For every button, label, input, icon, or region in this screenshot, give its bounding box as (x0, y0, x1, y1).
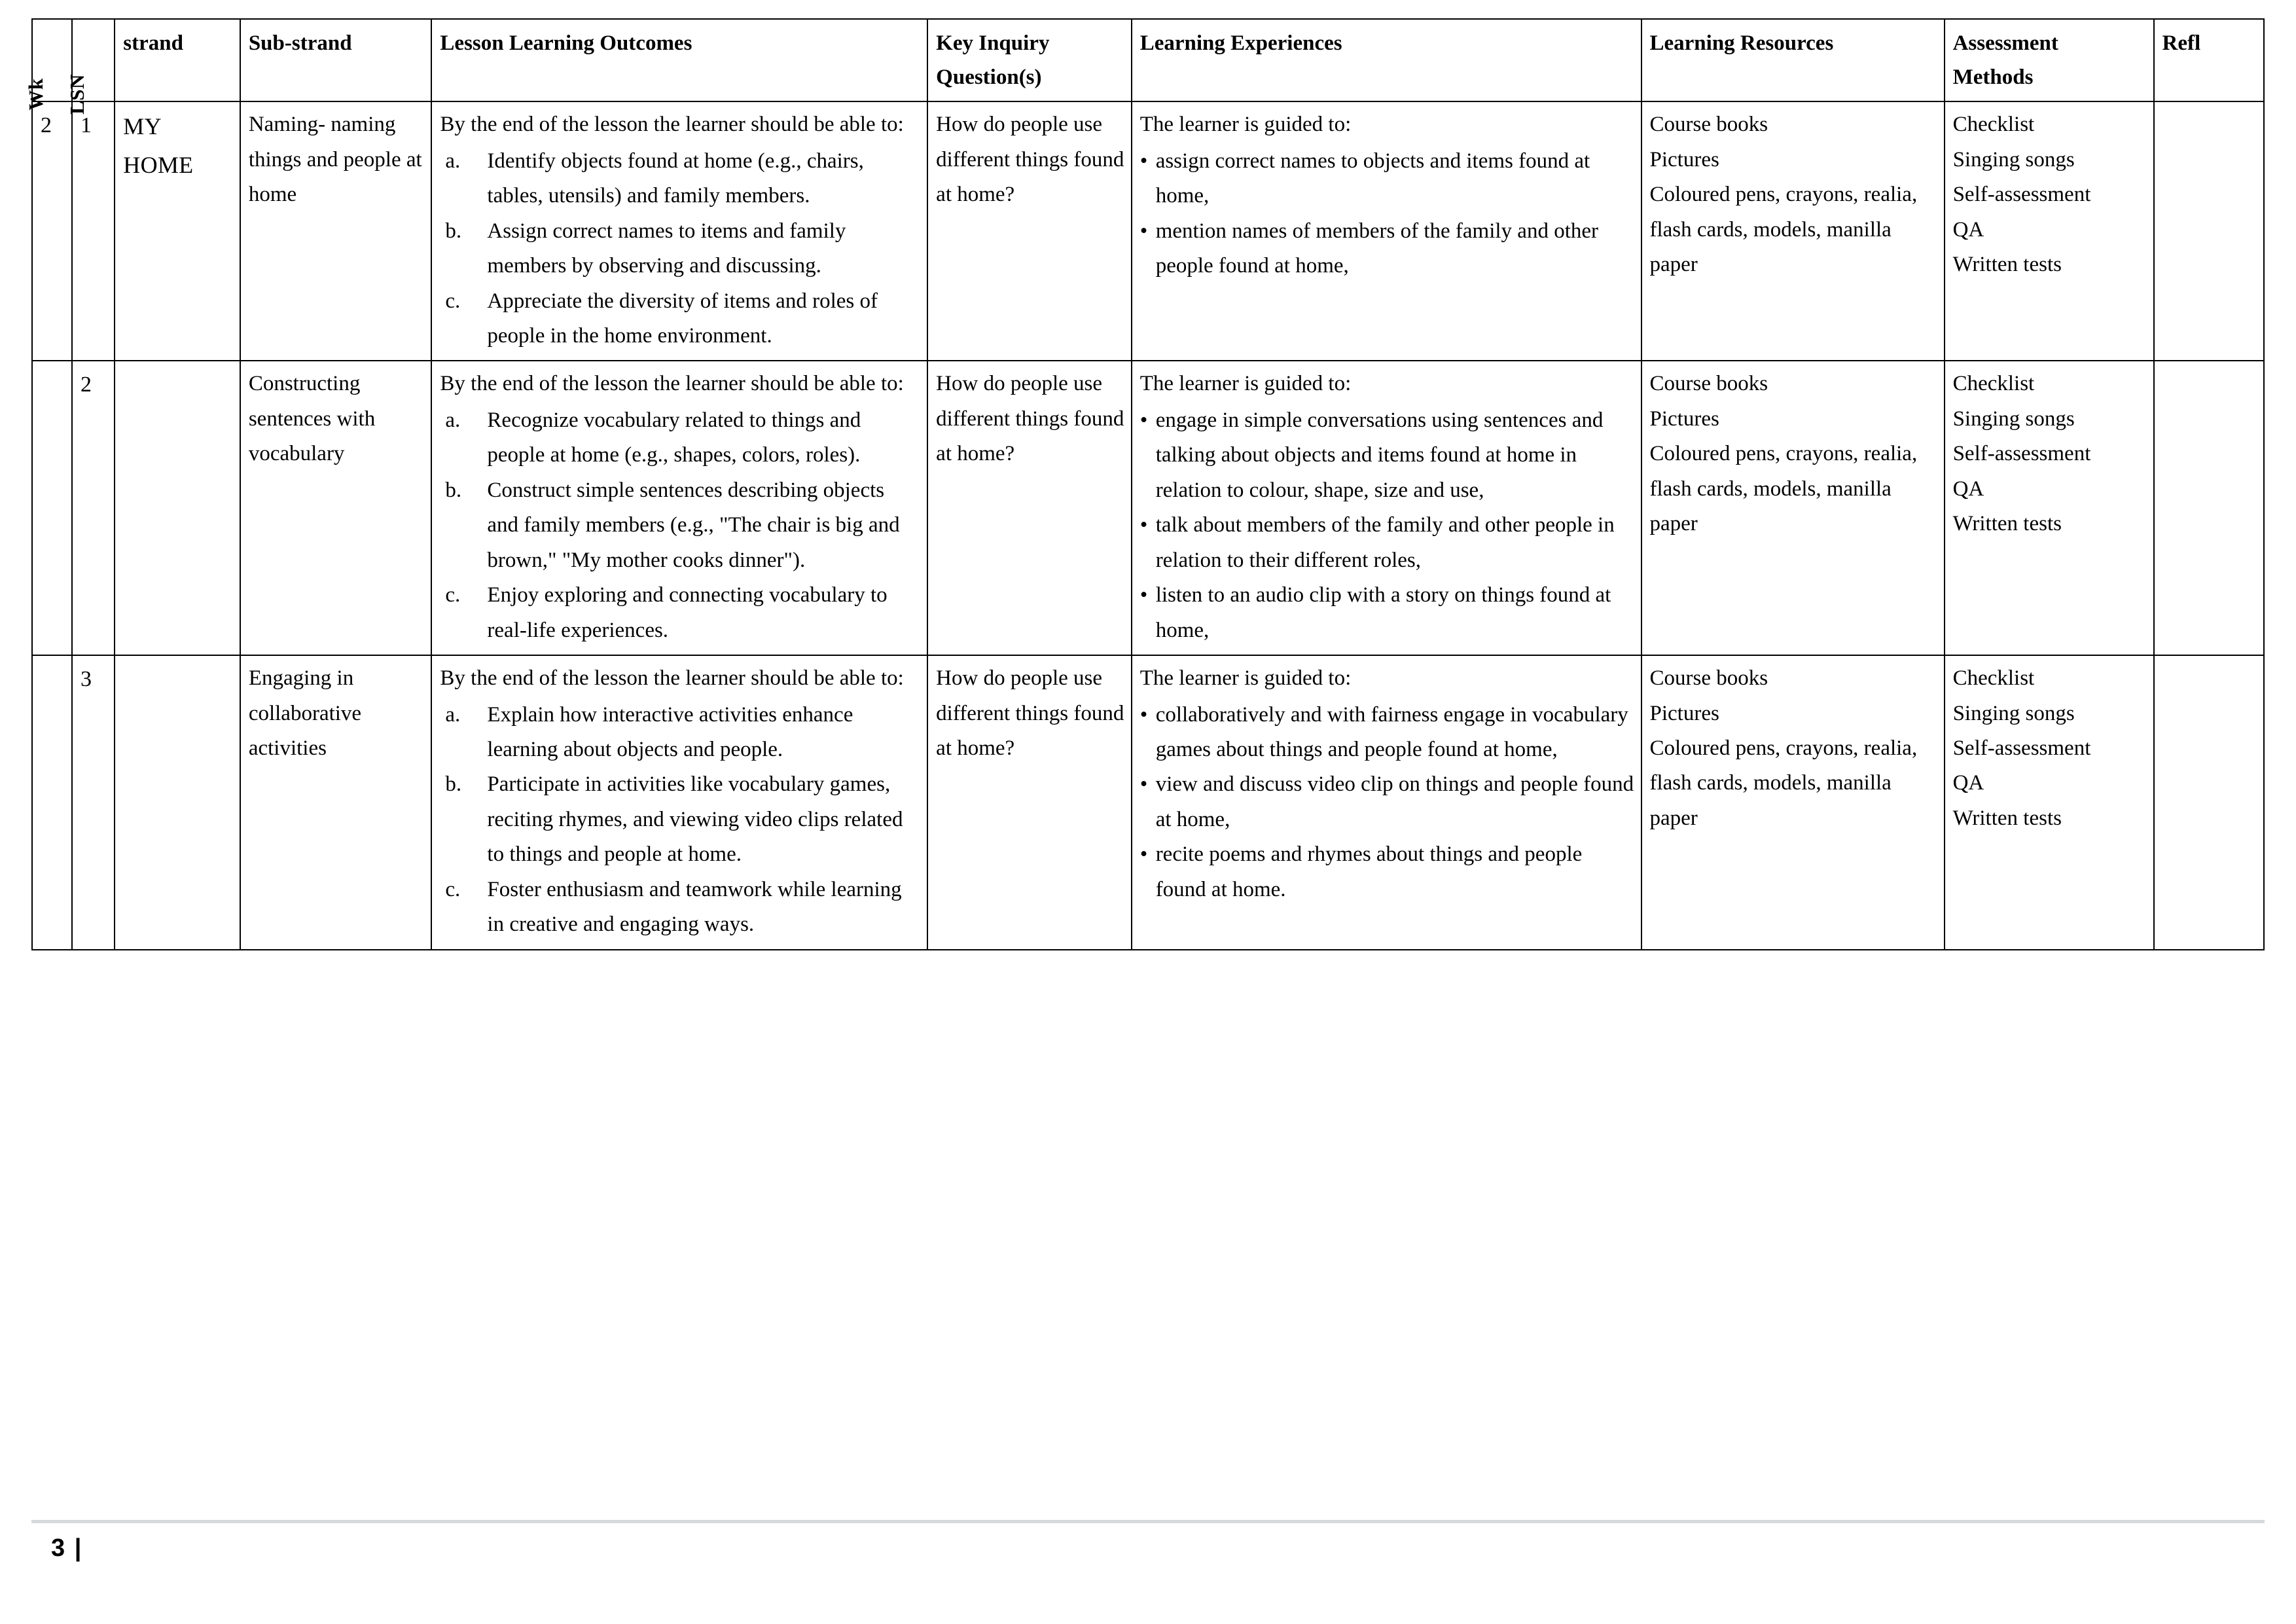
column-header-refl: Refl (2154, 19, 2264, 101)
assessment-item: Self-assessment (1952, 442, 2091, 466)
page-number: 3 | (51, 1534, 83, 1562)
cell-strand (115, 361, 240, 655)
resource-item: Pictures (1649, 406, 1719, 431)
cell-week: 2 (32, 101, 72, 361)
outcome-marker: a. (445, 149, 461, 173)
cell-assessment-methods (1945, 361, 2154, 655)
cell-assessment-methods (1945, 101, 2154, 361)
column-header-lsn (65, 19, 115, 115)
outcome-text: Appreciate the diversity of items and roles of people in the home environment. (487, 289, 878, 348)
outcome-item (440, 473, 920, 578)
experiences-intro: The learner is guided to: (1139, 666, 1352, 691)
outcome-item (440, 767, 920, 872)
cell-week (32, 655, 72, 950)
cell-strand (115, 655, 240, 950)
column-header-assessment-line2: Methods (1952, 65, 2034, 90)
experiences-list (1140, 698, 1634, 908)
outcome-text: Assign correct names to items and family members by observing and discussing. (487, 219, 846, 278)
cell-lesson-number: 3 (72, 655, 115, 950)
cell-key-inquiry-question: How do people use different things found at home? (927, 101, 1132, 361)
assessment-item: Checklist (1952, 666, 2035, 691)
resources-list (1650, 107, 1937, 282)
assessment-item: QA (1952, 477, 1984, 501)
footer-divider (31, 1520, 2265, 1523)
assessment-list (1953, 367, 2147, 541)
outcome-marker: b. (445, 219, 462, 243)
cell-key-inquiry-question: How do people use different things found at home? (927, 361, 1132, 655)
outcome-item (440, 284, 920, 354)
outcomes-list (440, 403, 920, 648)
experiences-list (1140, 403, 1634, 648)
outcome-item (440, 578, 920, 648)
page-footer (31, 1520, 2265, 1585)
cell-lesson-learning-outcomes (431, 101, 927, 361)
resource-item: Coloured pens, crayons, realia, flash cards, models, manilla paper (1649, 736, 1918, 830)
assessment-list (1953, 661, 2147, 836)
assessment-list (1953, 107, 2147, 282)
cell-lesson-learning-outcomes (431, 361, 927, 655)
column-header-lesson-learning-outcomes: Lesson Learning Outcomes (431, 19, 927, 101)
outcome-text: Foster enthusiasm and teamwork while learning in creative and engaging ways. (487, 877, 902, 937)
cell-lesson-number: 2 (72, 361, 115, 655)
resource-item: Coloured pens, crayons, realia, flash cards, models, manilla paper (1649, 442, 1918, 536)
cell-sub-strand: Constructing sentences with vocabulary (240, 361, 432, 655)
outcomes-list (440, 144, 920, 354)
assessment-item: Written tests (1952, 253, 2062, 277)
experiences-intro: The learner is guided to: (1139, 372, 1352, 396)
outcome-item (440, 403, 920, 473)
cell-learning-experiences (1132, 655, 1641, 950)
cell-reflection (2154, 101, 2264, 361)
column-header-key-inquiry-questions (927, 19, 1132, 101)
outcome-marker: c. (445, 583, 461, 607)
outcome-text: Enjoy exploring and connecting vocabulary to real-life experiences. (487, 583, 888, 642)
outcome-marker: a. (445, 408, 461, 432)
assessment-item: Checklist (1952, 113, 2035, 137)
outcome-text: Identify objects found at home (e.g., chairs, tables, utensils) and family members. (487, 149, 864, 208)
table-row (32, 655, 2264, 950)
outcome-marker: b. (445, 772, 462, 797)
cell-learning-resources (1641, 655, 1945, 950)
experience-item: • talk about members of the family and other people in relation to their different roles, (1140, 508, 1634, 578)
experience-item: • assign correct names to objects and items found at home, (1140, 144, 1634, 214)
table-header-row (32, 19, 2264, 101)
cell-key-inquiry-question: How do people use different things found at home? (927, 655, 1132, 950)
assessment-item: QA (1952, 771, 1984, 795)
experiences-intro: The learner is guided to: (1139, 113, 1352, 137)
column-header-kiq-line1: Key Inquiry (936, 31, 1050, 55)
assessment-item: Self-assessment (1952, 736, 2091, 760)
column-header-learning-resources: Learning Resources (1641, 19, 1945, 101)
assessment-item: Self-assessment (1952, 183, 2091, 207)
column-header-wk-label: Wk (24, 78, 47, 111)
experience-item: • listen to an audio clip with a story on things found at home, (1140, 578, 1634, 648)
assessment-item: Singing songs (1952, 147, 2075, 171)
column-header-assessment-line1: Assessment (1952, 31, 2058, 55)
outcome-text: Explain how interactive activities enhance learning about objects and people. (487, 702, 853, 761)
assessment-item: Written tests (1952, 512, 2062, 536)
column-header-strand: strand (115, 19, 240, 101)
experience-item: • engage in simple conversations using sentences and talking about objects and items found at home in relation to colour, shape, size and use, (1140, 403, 1634, 508)
cell-assessment-methods (1945, 655, 2154, 950)
outcome-marker: b. (445, 478, 462, 502)
resources-list (1650, 661, 1937, 836)
cell-learning-resources (1641, 361, 1945, 655)
column-header-learning-experiences: Learning Experiences (1132, 19, 1641, 101)
resource-item: Course books (1649, 113, 1768, 137)
cell-week (32, 361, 72, 655)
resource-item: Pictures (1649, 147, 1719, 171)
column-header-sub-strand: Sub-strand (240, 19, 432, 101)
assessment-item: QA (1952, 217, 1984, 242)
cell-strand: MY HOME (115, 101, 240, 361)
resources-list (1650, 367, 1937, 541)
table-row (32, 101, 2264, 361)
outcome-item (440, 214, 920, 284)
outcome-text: Construct simple sentences describing objects and family members (e.g., "The chair is big and brown," "My mother cooks dinner"). (487, 478, 900, 572)
cell-reflection (2154, 361, 2264, 655)
cell-learning-resources (1641, 101, 1945, 361)
outcomes-intro: By the end of the lesson the learner should be able to: (440, 666, 904, 691)
assessment-item: Written tests (1952, 806, 2062, 830)
experience-item: • collaboratively and with fairness engage in vocabulary games about things and people found at home, (1140, 698, 1634, 768)
assessment-item: Singing songs (1952, 406, 2075, 431)
outcome-marker: c. (445, 877, 461, 901)
resource-item: Course books (1649, 372, 1768, 396)
outcome-item (440, 144, 920, 214)
outcome-item (440, 873, 920, 943)
cell-learning-experiences (1132, 361, 1641, 655)
scheme-of-work-table (24, 18, 2265, 950)
outcome-text: Participate in activities like vocabulary games, reciting rhymes, and viewing video clips related to things and people at home. (487, 772, 903, 867)
experiences-list (1140, 144, 1634, 284)
experience-item: • view and discuss video clip on things and people found at home, (1140, 767, 1634, 837)
table-row (32, 361, 2264, 655)
resource-item: Coloured pens, crayons, realia, flash cards, models, manilla paper (1649, 183, 1918, 277)
assessment-item: Singing songs (1952, 701, 2075, 725)
cell-lesson-learning-outcomes (431, 655, 927, 950)
outcome-text: Recognize vocabulary related to things and people at home (e.g., shapes, colors, roles). (487, 408, 861, 467)
cell-reflection (2154, 655, 2264, 950)
cell-sub-strand: Naming- naming things and people at home (240, 101, 432, 361)
outcomes-intro: By the end of the lesson the learner should be able to: (440, 372, 904, 396)
table-body (32, 101, 2264, 949)
experience-item: • mention names of members of the family and other people found at home, (1140, 214, 1634, 284)
resource-item: Pictures (1649, 701, 1719, 725)
experience-item: • recite poems and rhymes about things and people found at home. (1140, 837, 1634, 907)
outcome-marker: a. (445, 702, 461, 727)
cell-learning-experiences (1132, 101, 1641, 361)
cell-lesson-number: 1 (72, 101, 115, 361)
outcomes-list (440, 698, 920, 943)
outcomes-intro: By the end of the lesson the learner should be able to: (440, 113, 904, 137)
cell-sub-strand: Engaging in collaborative activities (240, 655, 432, 950)
assessment-item: Checklist (1952, 372, 2035, 396)
outcome-marker: c. (445, 289, 461, 313)
outcome-item (440, 698, 920, 768)
column-header-assessment-methods (1945, 19, 2154, 101)
column-header-lsn-label: LSN (65, 74, 88, 115)
column-header-kiq-line2: Question(s) (936, 65, 1042, 90)
resource-item: Course books (1649, 666, 1768, 691)
